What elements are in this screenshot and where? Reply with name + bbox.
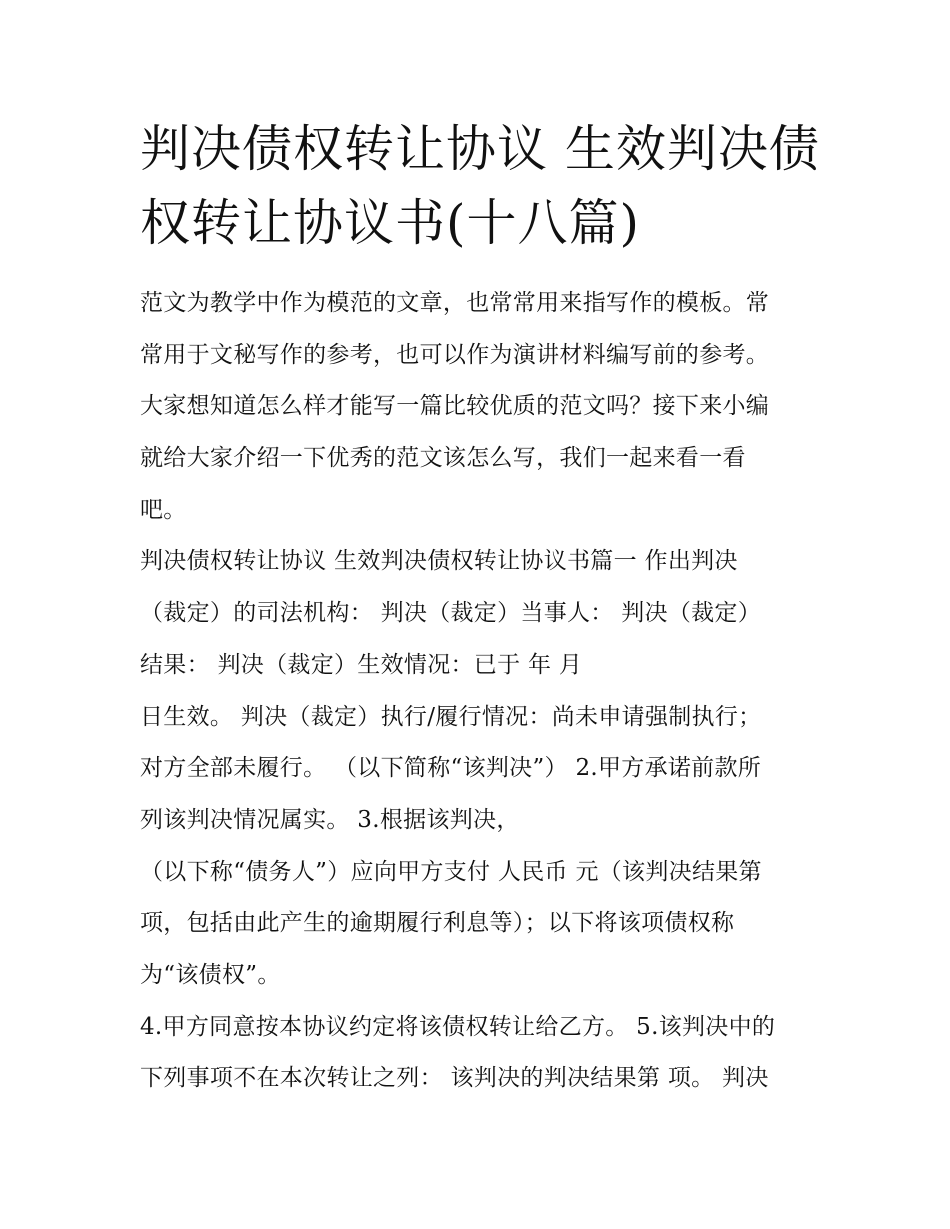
body-line: 常用于文秘写作的参考，也可以作为演讲材料编写前的参考。 [140,341,770,368]
title-line: 权转让协议书(十八篇) [140,194,641,252]
body-line: 列该判决情况属实。 3.根据该判决， [140,806,520,833]
body-line: 判决债权转让协议 生效判决债权转让协议书篇一 作出判决 [140,548,738,575]
body-line: （以下称“债务人”）应向甲方支付 人民币 元（该判决结果第 [140,858,762,885]
body-line: 下列事项不在本次转让之列： 该判决的判决结果第 项。 判决 [140,1065,769,1092]
body-line: 对方全部未履行。 （以下简称“该判决”） 2.甲方承诺前款所 [140,755,762,782]
body-line: 项，包括由此产生的逾期履行利息等）；以下将该项债权称 [140,910,735,937]
title-line: 判决债权转让协议 生效判决债 [140,120,820,178]
body-line: 结果： 判决（裁定）生效情况：已于 年 月 [140,651,583,678]
body-line: 就给大家介绍一下优秀的范文该怎么写，我们一起来看一看 [140,445,746,472]
body-line: 吧。 [140,496,187,523]
body-line: （裁定）的司法机构： 判决（裁定）当事人： 判决（裁定） [140,600,762,627]
body-line: 为“该债权”。 [140,961,281,988]
body-line: 日生效。 判决（裁定）执行/履行情况：尚未申请强制执行； [140,703,762,730]
body-line: 范文为教学中作为模范的文章，也常常用来指写作的模板。常 [140,290,770,316]
document-title [140,112,840,260]
body-line: 4.甲方同意按本协议约定将该债权转让给乙方。 5.该判决中的 [140,1013,776,1040]
body-line: 大家想知道怎么样才能写一篇比较优质的范文吗？接下来小编 [140,393,770,420]
document-body [140,278,840,1105]
